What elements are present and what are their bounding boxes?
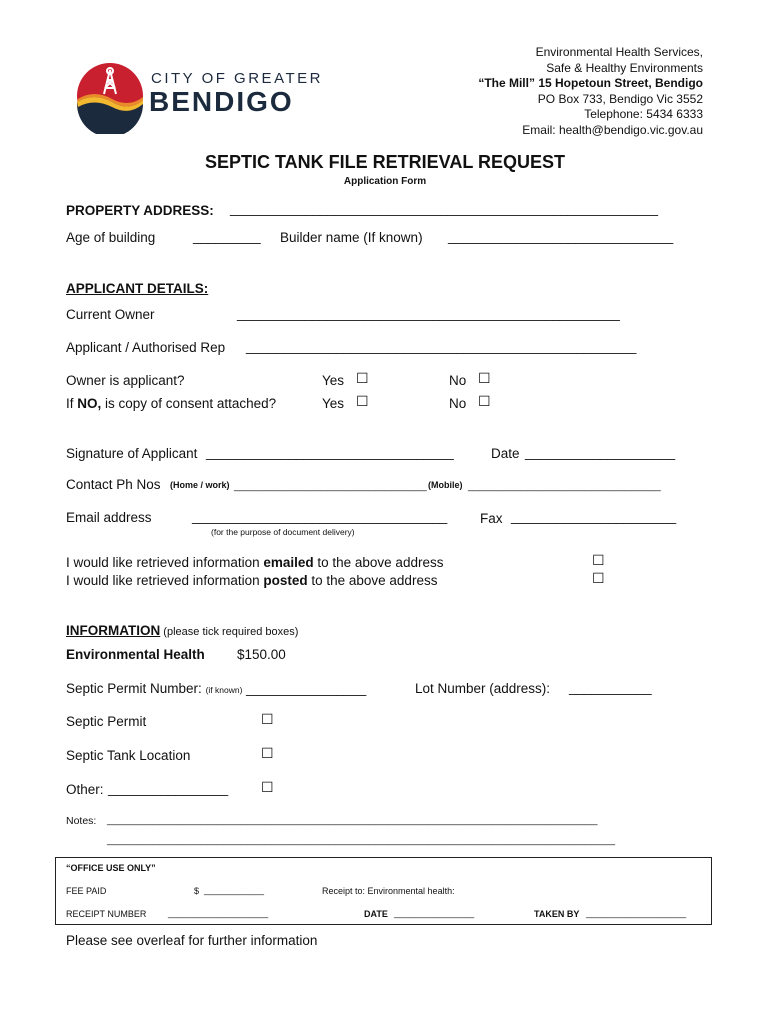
information-note: (please tick required boxes) <box>160 626 299 638</box>
footer-note: Please see overleaf for further information <box>66 933 318 948</box>
mobile-phone-field[interactable]: _________________________________ <box>468 480 661 492</box>
emailed-pre: I would like retrieved information <box>66 555 264 570</box>
receipt-number-field[interactable]: ____________________ <box>168 908 269 918</box>
builder-label: Builder name (If known) <box>280 230 423 245</box>
date-label: Date <box>491 446 520 461</box>
email-field[interactable]: __________________________________ <box>192 509 448 524</box>
contact-email[interactable]: Email: health@bendigo.vic.gov.au <box>522 122 703 137</box>
applicant-heading: APPLICANT DETAILS: <box>66 281 209 296</box>
logo-line2: BENDIGO <box>149 86 294 117</box>
property-address-field[interactable]: _________________________________________________________ <box>230 201 658 216</box>
office-heading: “OFFICE USE ONLY” <box>66 863 156 873</box>
builder-field[interactable]: ______________________________ <box>448 229 674 244</box>
posted-option-label <box>66 573 437 588</box>
signature-field[interactable]: _________________________________ <box>206 445 454 460</box>
age-field[interactable]: _________ <box>193 229 261 244</box>
emailed-checkbox[interactable]: ☐ <box>592 553 605 569</box>
contact-address: “The Mill” 15 Hopetoun Street, Bendigo <box>478 76 703 90</box>
contact-line: Environmental Health Services, <box>535 45 703 59</box>
contact-phone: Telephone: 5434 6333 <box>584 107 703 121</box>
fee-dollar: $ <box>194 886 200 896</box>
owner-field[interactable]: ___________________________________________________ <box>237 306 620 321</box>
owner-label: Current Owner <box>66 307 155 322</box>
consent-prefix: If <box>66 396 78 411</box>
home-phone-field[interactable]: _________________________________ <box>234 480 427 492</box>
owner-yes-checkbox[interactable]: ☐ <box>356 371 369 387</box>
consent-yes-label: Yes <box>322 396 345 411</box>
page-title: SEPTIC TANK FILE RETRIEVAL REQUEST <box>204 152 566 172</box>
signature-label: Signature of Applicant <box>66 446 198 461</box>
other-field[interactable]: ________________ <box>108 781 229 796</box>
permit-number-label <box>66 681 366 696</box>
emailed-post: to the above address <box>313 555 444 570</box>
receipt-to-label: Receipt to: Environmental health: <box>322 886 455 896</box>
other-label: Other: <box>66 782 104 797</box>
emailed-option-label <box>66 555 443 570</box>
rep-field[interactable]: ____________________________________________________ <box>246 339 637 354</box>
posted-bold: posted <box>263 573 308 588</box>
receipt-number-label: RECEIPT NUMBER <box>66 909 147 919</box>
information-heading-row <box>66 622 298 640</box>
taken-by-label: TAKEN BY <box>534 909 580 919</box>
septic-permit-label: Septic Permit <box>66 714 147 729</box>
contact-ph-label: Contact Ph Nos <box>66 477 161 492</box>
consent-no: NO, <box>77 396 102 411</box>
consent-no-label: No <box>449 396 467 411</box>
rep-label: Applicant / Authorised Rep <box>66 340 226 355</box>
page-subtitle: Application Form <box>343 176 427 187</box>
city-logo <box>74 58 324 134</box>
taken-by-field[interactable]: ____________________ <box>586 908 687 918</box>
fee-paid-label: FEE PAID <box>66 886 107 896</box>
fax-field[interactable]: ______________________ <box>511 509 677 524</box>
if-known: (if known) <box>205 685 243 695</box>
posted-pre: I would like retrieved information <box>66 573 264 588</box>
owner-is-applicant-label: Owner is applicant? <box>66 373 185 388</box>
notes-field-2[interactable]: _______________________________________________________________________________________ <box>107 834 616 846</box>
owner-no-checkbox[interactable]: ☐ <box>478 371 491 387</box>
consent-no-checkbox[interactable]: ☐ <box>478 394 491 410</box>
env-health-label: Environmental Health <box>66 647 205 662</box>
consent-rest: is copy of consent attached? <box>101 396 277 411</box>
consent-label <box>66 396 276 411</box>
fee-amount: $150.00 <box>237 647 286 662</box>
consent-yes-checkbox[interactable]: ☐ <box>356 394 369 410</box>
mobile-label: (Mobile) <box>428 480 463 490</box>
property-address-label: PROPERTY ADDRESS: <box>66 203 214 218</box>
fax-label: Fax <box>480 511 503 526</box>
office-date-field[interactable]: ________________ <box>394 908 475 918</box>
emailed-bold: emailed <box>263 555 314 570</box>
home-work-label: (Home / work) <box>170 480 230 490</box>
septic-permit-checkbox[interactable]: ☐ <box>261 712 274 728</box>
posted-checkbox[interactable]: ☐ <box>592 571 605 587</box>
date-field[interactable]: ____________________ <box>525 445 676 460</box>
owner-yes-label: Yes <box>322 373 345 388</box>
notes-field-1[interactable]: ____________________________________________________________________________________ <box>107 814 598 826</box>
email-note: (for the purpose of document delivery) <box>211 527 355 537</box>
owner-no-label: No <box>449 373 467 388</box>
permit-number-text: Septic Permit Number: <box>66 681 202 696</box>
septic-tank-location-label: Septic Tank Location <box>66 748 191 763</box>
notes-label: Notes: <box>66 815 97 827</box>
contact-line: Safe & Healthy Environments <box>546 60 703 75</box>
contact-block <box>478 45 703 138</box>
office-use-box <box>55 857 712 925</box>
office-date-label: DATE <box>364 909 388 919</box>
fee-paid-field[interactable]: ____________ <box>204 885 265 895</box>
age-label: Age of building <box>66 230 156 245</box>
bendigo-logo-icon <box>74 58 146 134</box>
lot-number-label: Lot Number (address): <box>415 681 551 696</box>
contact-line: PO Box 733, Bendigo Vic 3552 <box>537 91 703 106</box>
septic-tank-location-checkbox[interactable]: ☐ <box>261 746 274 762</box>
posted-post: to the above address <box>307 573 438 588</box>
lot-number-field[interactable]: ___________ <box>569 680 652 695</box>
other-checkbox[interactable]: ☐ <box>261 780 274 796</box>
permit-number-field[interactable]: ________________ <box>246 681 367 696</box>
email-label: Email address <box>66 510 152 525</box>
logo-line1: CITY OF GREATER <box>151 70 323 87</box>
information-heading: INFORMATION <box>66 623 161 638</box>
